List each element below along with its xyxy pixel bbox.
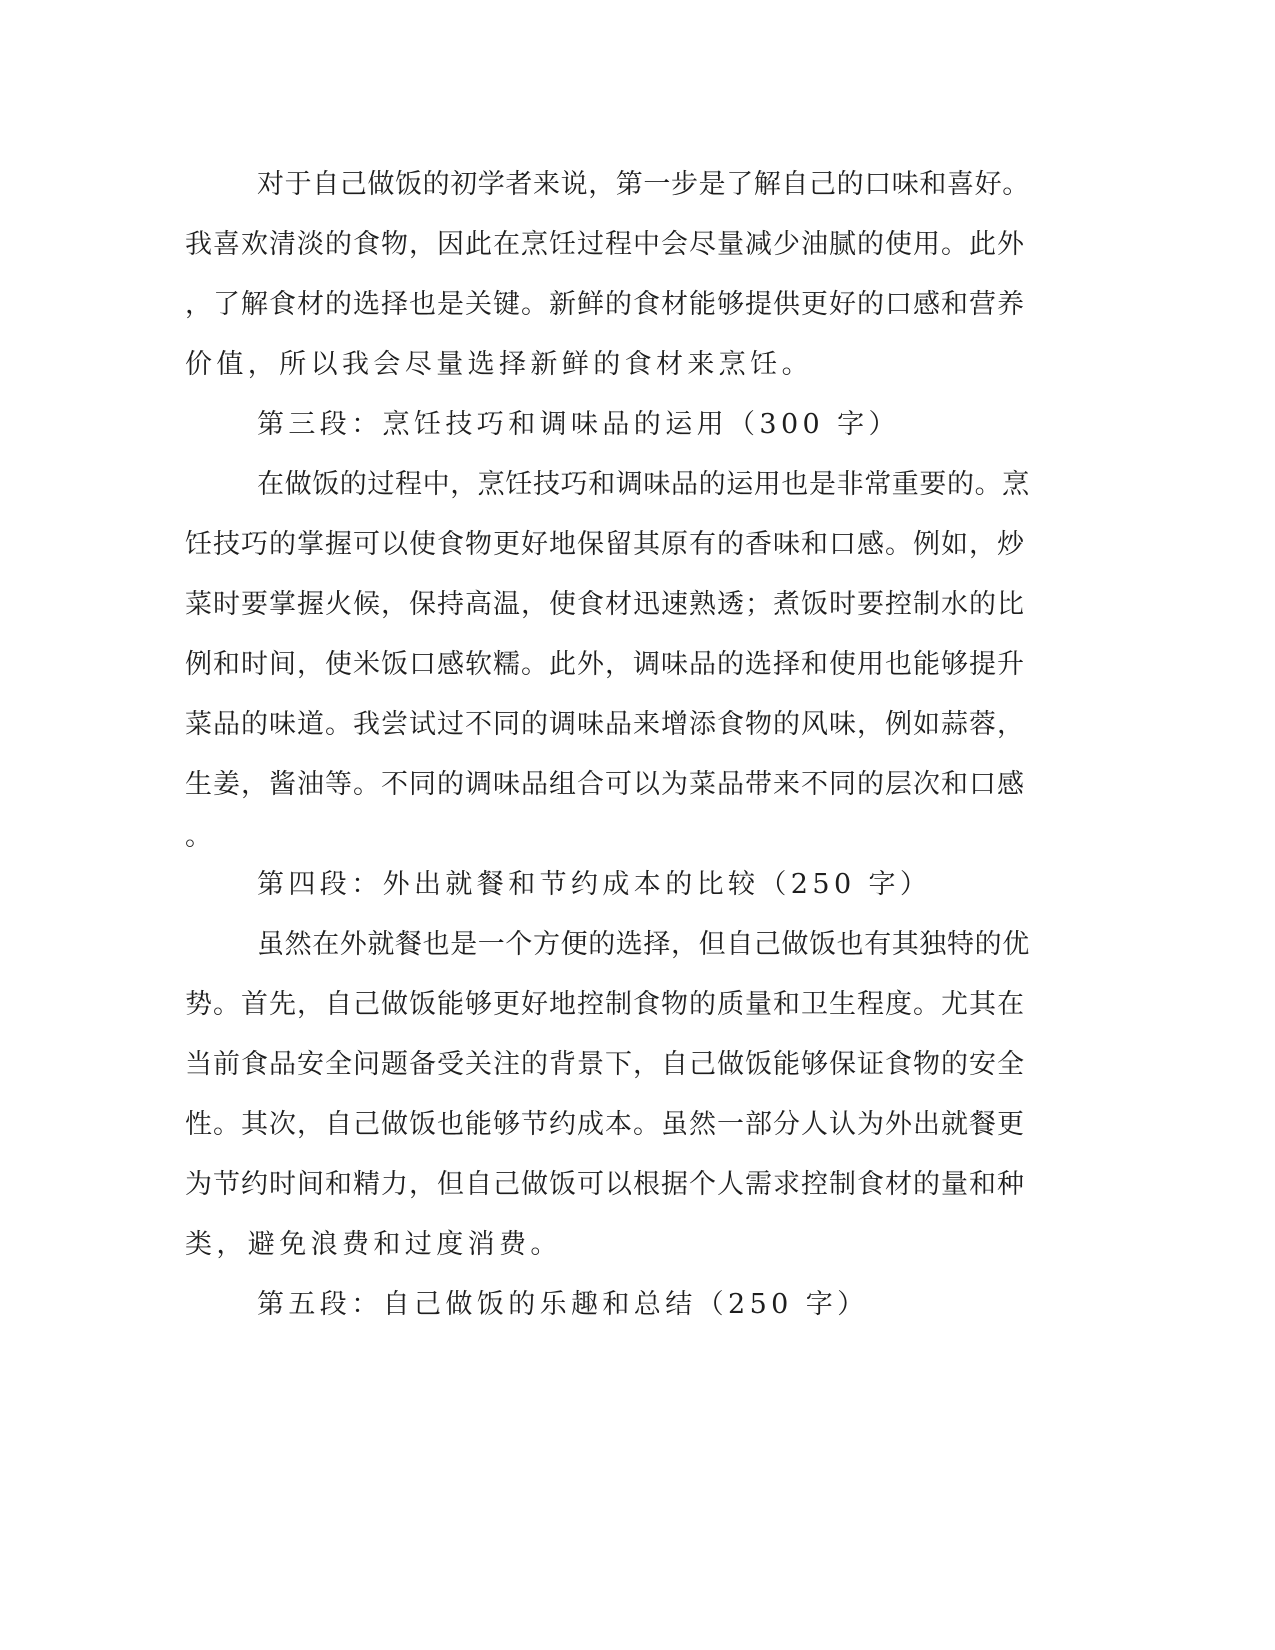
paragraph-2-line-4: 例和时间，使米饭口感软糯。此外，调味品的选择和使用也能够提升 bbox=[185, 649, 1025, 680]
paragraph-2-line-6: 生姜，酱油等。不同的调味品组合可以为菜品带来不同的层次和口感 bbox=[185, 769, 1025, 800]
paragraph-3-line-4: 性。其次，自己做饭也能够节约成本。虽然一部分人认为外出就餐更 bbox=[185, 1109, 1025, 1140]
paragraph-2-line-7: 。 bbox=[185, 821, 217, 852]
paragraph-2-line-3: 菜时要掌握火候，保持高温，使食材迅速熟透；煮饭时要控制水的比 bbox=[185, 589, 1025, 620]
paragraph-1-line-3: ，了解食材的选择也是关键。新鲜的食材能够提供更好的口感和营养 bbox=[185, 289, 1025, 320]
paragraph-3-line-2: 势。首先，自己做饭能够更好地控制食物的质量和卫生程度。尤其在 bbox=[185, 989, 1025, 1020]
paragraph-2-line-2: 饪技巧的掌握可以使食物更好地保留其原有的香味和口感。例如，炒 bbox=[185, 529, 1025, 560]
paragraph-1-line-4: 价值，所以我会尽量选择新鲜的食材来烹饪。 bbox=[185, 349, 813, 380]
paragraph-3-line-3: 当前食品安全问题备受关注的背景下，自己做饭能够保证食物的安全 bbox=[185, 1049, 1025, 1080]
paragraph-3-line-5: 为节约时间和精力，但自己做饭可以根据个人需求控制食材的量和种 bbox=[185, 1169, 1025, 1200]
section-heading-3: 第三段：烹饪技巧和调味品的运用（300 字） bbox=[257, 409, 900, 440]
paragraph-1-line-2: 我喜欢清淡的食物，因此在烹饪过程中会尽量减少油腻的使用。此外 bbox=[185, 229, 1025, 260]
paragraph-1-line-1: 对于自己做饭的初学者来说，第一步是了解自己的口味和喜好。 bbox=[257, 169, 1030, 200]
paragraph-3-line-1: 虽然在外就餐也是一个方便的选择，但自己做饭也有其独特的优 bbox=[257, 929, 1030, 960]
paragraph-3-line-6: 类，避免浪费和过度消费。 bbox=[185, 1229, 562, 1260]
section-heading-5: 第五段：自己做饭的乐趣和总结（250 字） bbox=[257, 1289, 869, 1320]
paragraph-2-line-5: 菜品的味道。我尝试过不同的调味品来增添食物的风味，例如蒜蓉， bbox=[185, 709, 1025, 740]
paragraph-2-line-1: 在做饭的过程中，烹饪技巧和调味品的运用也是非常重要的。烹 bbox=[257, 469, 1030, 500]
section-heading-4: 第四段：外出就餐和节约成本的比较（250 字） bbox=[257, 869, 932, 900]
